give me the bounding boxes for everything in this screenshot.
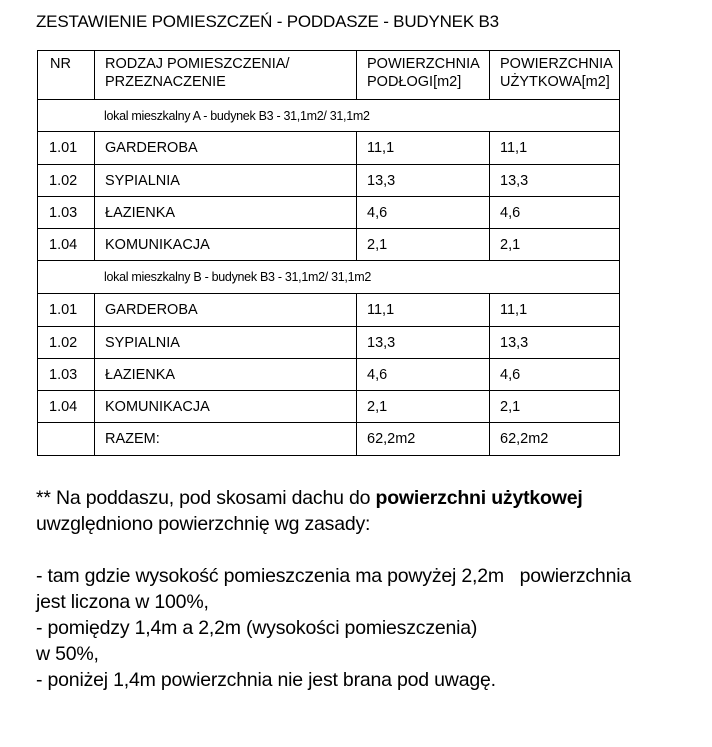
cell-room-name: ŁAZIENKA	[95, 197, 357, 229]
cell-nr: 1.01	[38, 294, 95, 327]
header-usable-area-line1: POWIERZCHNIA	[500, 56, 613, 72]
cell-room-name: GARDEROBA	[95, 132, 357, 165]
table-row	[38, 197, 620, 229]
section-header-row	[38, 261, 620, 294]
table-header-row	[38, 51, 620, 100]
cell-nr: 1.03	[38, 197, 95, 229]
header-floor-area-line2: PODŁOGI[m2]	[367, 74, 462, 90]
cell-floor-area: 2,1	[357, 391, 490, 423]
section-header-row	[38, 100, 620, 132]
cell-usable-area: 2,1	[490, 391, 620, 423]
footnote-intro-prefix: ** Na poddaszu, pod skosami dachu do	[36, 487, 376, 509]
cell-floor-area: 13,3	[357, 165, 490, 197]
cell-usable-area: 4,6	[490, 359, 620, 391]
cell-floor-area: 11,1	[357, 294, 490, 327]
header-nr: NR	[38, 51, 95, 100]
cell-floor-area: 11,1	[357, 132, 490, 165]
cell-room-name: ŁAZIENKA	[95, 359, 357, 391]
footnote-intro-bold: powierzchni użytkowej	[375, 487, 583, 509]
cell-room-name: KOMUNIKACJA	[95, 229, 357, 261]
table-row	[38, 165, 620, 197]
cell-floor-area: 13,3	[357, 327, 490, 359]
cell-nr: 1.04	[38, 229, 95, 261]
header-usable-area-line2: UŻYTKOWA[m2]	[500, 74, 610, 90]
rule-excluded: - poniżej 1,4m powierzchnia nie jest brana pod uwagę.	[36, 669, 496, 691]
footnote	[36, 485, 706, 693]
cell-floor-area: 4,6	[357, 197, 490, 229]
cell-nr: 1.04	[38, 391, 95, 423]
cell-usable-area: 4,6	[490, 197, 620, 229]
cell-nr: 1.03	[38, 359, 95, 391]
table-row	[38, 391, 620, 423]
cell-floor-area: 2,1	[357, 229, 490, 261]
table-row	[38, 294, 620, 327]
cell-nr: 1.01	[38, 132, 95, 165]
cell-room-name: KOMUNIKACJA	[95, 391, 357, 423]
section-title: lokal mieszkalny B - budynek B3 - 31,1m2/ 31,1m2	[38, 261, 620, 294]
page-title: ZESTAWIENIE POMIESZCZEŃ - PODDASZE - BUDYNEK B3	[36, 12, 499, 31]
rule-50-percent-line2: w 50%,	[36, 643, 99, 665]
cell-usable-area: 13,3	[490, 165, 620, 197]
rooms-table	[37, 50, 620, 456]
rule-100-percent-line2: jest liczona w 100%,	[36, 591, 209, 613]
section-title: lokal mieszkalny A - budynek B3 - 31,1m2/ 31,1m2	[38, 100, 620, 132]
header-floor-area-line1: POWIERZCHNIA	[367, 56, 480, 72]
rule-50-percent-line1: - pomiędzy 1,4m a 2,2m (wysokości pomieszczenia)	[36, 617, 478, 639]
header-room-type-line2: PRZEZNACZENIE	[105, 74, 226, 90]
total-floor-area: 62,2m2	[357, 423, 490, 456]
table-row	[38, 229, 620, 261]
cell-usable-area: 11,1	[490, 132, 620, 165]
total-usable-area: 62,2m2	[490, 423, 620, 456]
header-room-type-line1: RODZAJ POMIESZCZENIA/	[105, 56, 290, 72]
cell-room-name: SYPIALNIA	[95, 327, 357, 359]
table-row	[38, 359, 620, 391]
cell-nr: 1.02	[38, 165, 95, 197]
table-row	[38, 132, 620, 165]
cell-room-name: SYPIALNIA	[95, 165, 357, 197]
footnote-intro	[36, 485, 706, 511]
cell-usable-area: 11,1	[490, 294, 620, 327]
cell-usable-area: 2,1	[490, 229, 620, 261]
footnote-intro-line2: uwzględniono powierzchnię wg zasady:	[36, 513, 371, 535]
total-row	[38, 423, 620, 456]
total-label: RAZEM:	[95, 423, 357, 456]
cell-floor-area: 4,6	[357, 359, 490, 391]
header-room-type	[95, 51, 357, 100]
footnote-spacer	[36, 537, 706, 563]
header-floor-area	[357, 51, 490, 100]
cell-room-name: GARDEROBA	[95, 294, 357, 327]
cell-nr	[38, 423, 95, 456]
table-row	[38, 327, 620, 359]
header-usable-area	[490, 51, 620, 100]
rule-100-percent-line1: - tam gdzie wysokość pomieszczenia ma powyżej 2,2m powierzchnia	[36, 565, 631, 587]
cell-usable-area: 13,3	[490, 327, 620, 359]
cell-nr: 1.02	[38, 327, 95, 359]
